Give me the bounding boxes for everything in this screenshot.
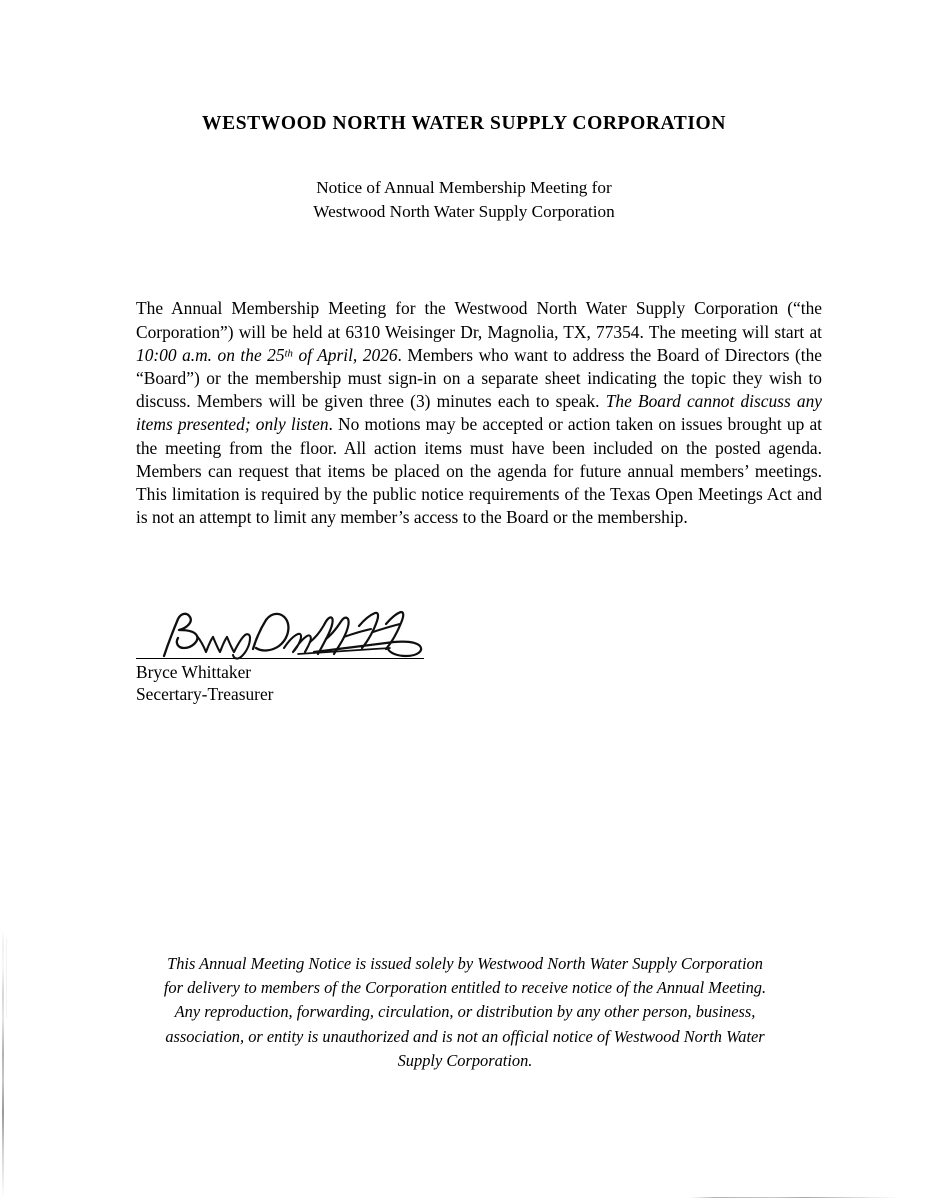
signature-block [136, 608, 436, 705]
notice-subtitle [0, 176, 928, 223]
scan-artifact-left-speckle [6, 938, 7, 1018]
signer-role: Secertary-Treasurer [136, 684, 274, 704]
footer-disclaimer [134, 952, 796, 1073]
meeting-datetime-month-year: of April, 2026 [292, 344, 398, 365]
footer-line-4: association, or entity is unauthorized and is not an official notice of Westwood North Water [165, 1026, 765, 1046]
signature-line [136, 658, 424, 659]
footer-line-5: Supply Corporation. [397, 1050, 533, 1070]
body-segment-intro: The Annual Membership Meeting for the Westwood North Water Supply Corporation (“the Corporation”) will be held at 6310 Weisinger Dr, Magnolia, TX, 77354. The meeting will start at [136, 298, 822, 342]
notice-subtitle-line-2: Westwood North Water Supply Corporation [313, 201, 615, 221]
notice-body-paragraph [136, 297, 822, 529]
body-segment-procedure: . Members who want to address the Board of Directors (the “Board”) or the membership must sign-in on a separate sheet indicating the topic they wish to discuss. Members will be given three (3) minutes each to speak. [136, 344, 822, 412]
notice-subtitle-line-1: Notice of Annual Membership Meeting for [316, 178, 612, 197]
meeting-datetime-text: 10:00 a.m. on the 25 [136, 344, 285, 365]
page-title: WESTWOOD NORTH WATER SUPPLY CORPORATION [201, 113, 726, 135]
meeting-datetime [136, 345, 398, 365]
body-emphasis-board-limitation: The Board cannot discuss any items presented; only listen [136, 391, 822, 435]
handwritten-signature-icon [154, 608, 444, 660]
signer-name: Bryce Whittaker [136, 662, 252, 682]
footer-line-1: This Annual Meeting Notice is issued solely by Westwood North Water Supply Corporation [167, 954, 763, 973]
scan-artifact-bottom-edge [690, 1197, 900, 1198]
ordinal-suffix: th [284, 347, 293, 360]
body-segment-closing: . No motions may be accepted or action taken on issues brought up at the meeting from the floor. All action items must have been included on the posted agenda. Members can request that items be placed on the agenda for future annual members’ meetings. This limitation is required by the public notice requirements of the Texas Open Meetings Act and is not an attempt to limit any member’s access to the Board or the membership. [136, 414, 822, 528]
scan-artifact-left-edge [2, 930, 4, 1198]
footer-line-3: Any reproduction, forwarding, circulation, or distribution by any other person, business, [174, 1002, 756, 1022]
footer-line-2: for delivery to members of the Corporation entitled to receive notice of the Annual Meeting. [163, 978, 767, 998]
